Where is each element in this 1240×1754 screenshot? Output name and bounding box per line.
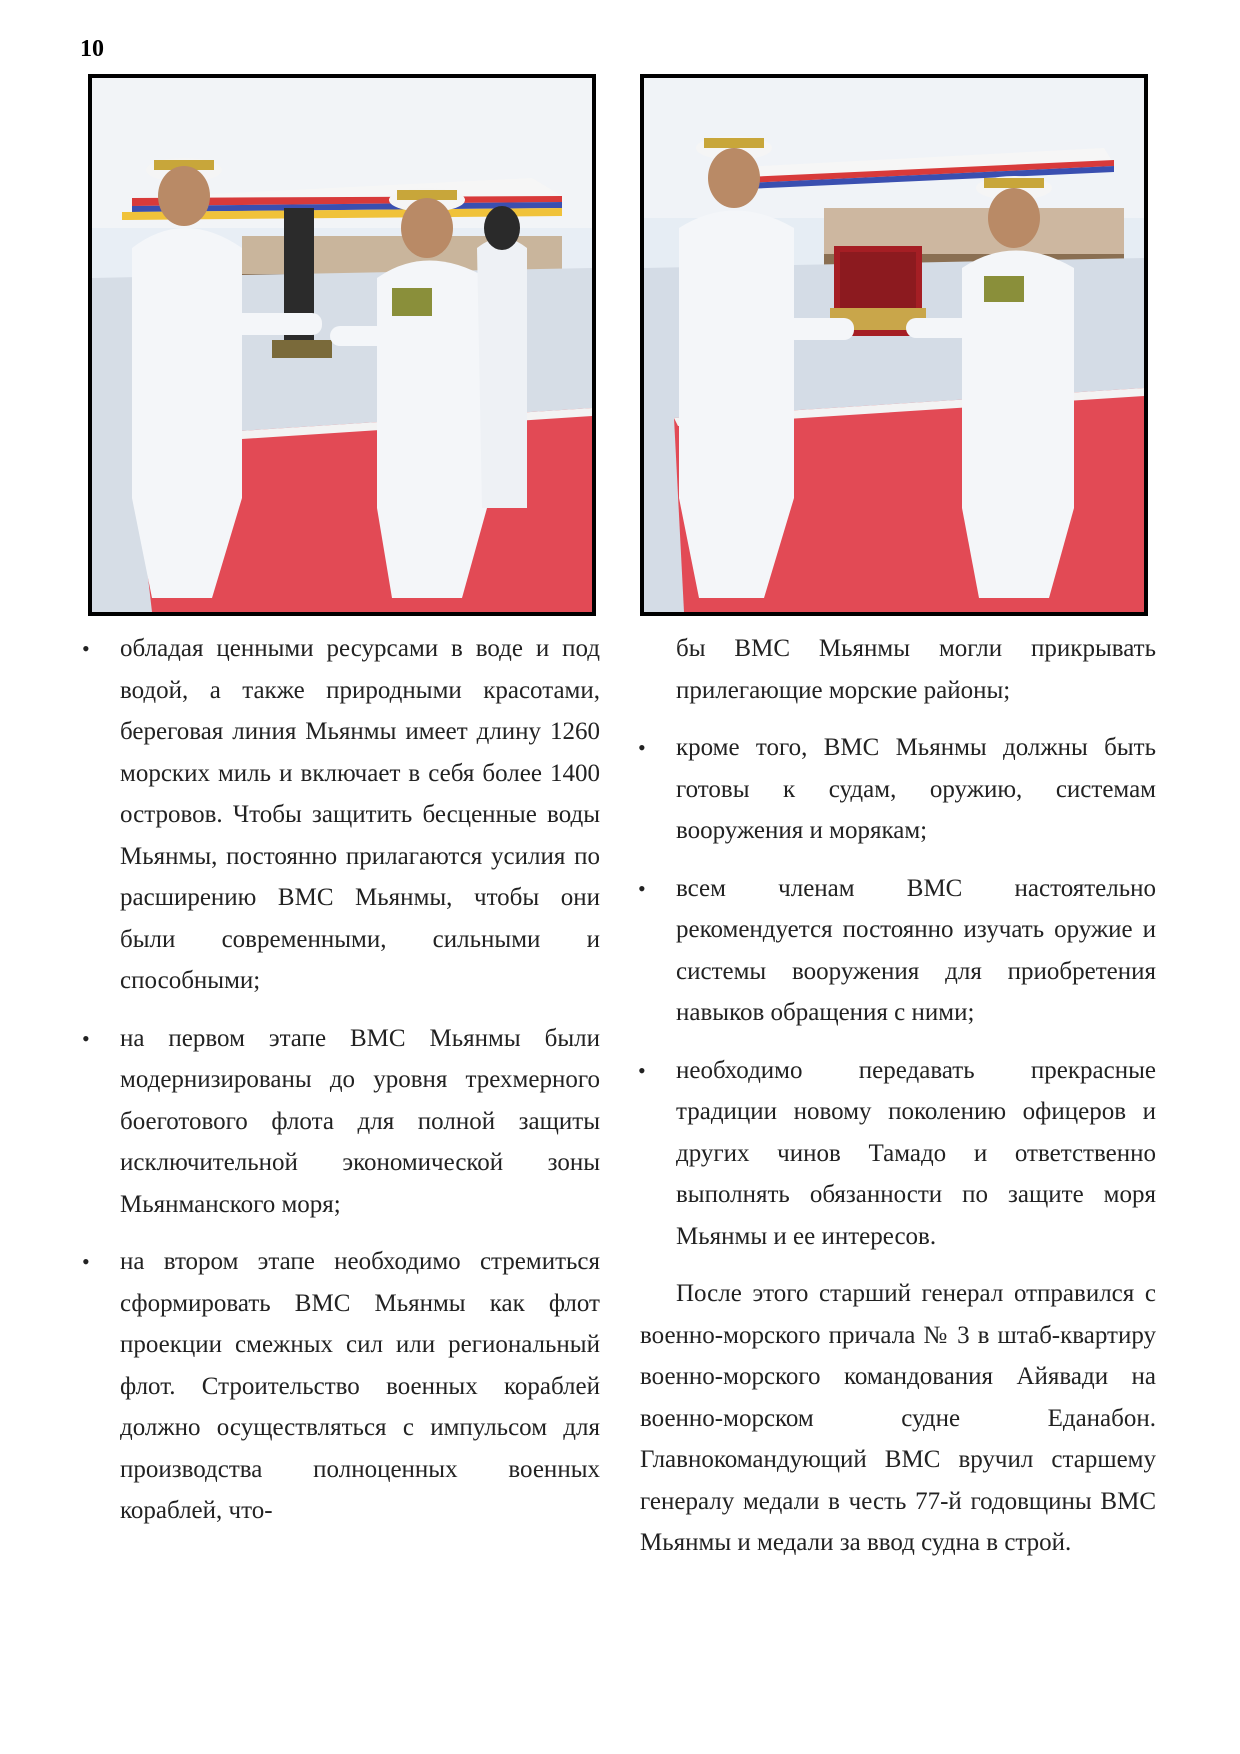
- body-paragraph: После этого старший генерал отправился с военно-морского причала № 3 в штаб-квартиру военно-морского командования Айявади на военно-морском судне Еданабон. Главнокомандующий ВМС вручил старшему генералу медали в честь 77-й годовщины ВМС Мьянмы и медали за ввод судна в строй.: [640, 1280, 1156, 1556]
- list-item: • необходимо передавать прекрасные традиции новому поколению офицеров и других чинов Тамадо и ответственно выполнять обязанности по защите моря Мьянмы и ее интересов.: [676, 1050, 1156, 1258]
- left-column: [120, 628, 600, 1548]
- photo-award-presentation-1: [88, 74, 596, 616]
- list-item: • кроме того, ВМС Мьянмы должны быть готовы к судам, оружию, системам вооружения и морякам;: [676, 727, 1156, 852]
- list-item: • на первом этапе ВМС Мьянмы были модернизированы до уровня трехмерного боеготового флота для полной защиты исключительной экономической зоны Мьянманского моря;: [120, 1018, 600, 1226]
- right-bullet-list: [676, 628, 1156, 1257]
- list-item: • обладая ценными ресурсами в воде и под водой, а также природными красотами, береговая линия Мьянмы имеет длину 1260 морских миль и включает в себя более 1400 островов. Чтобы защитить бесценные воды Мьянмы, постоянно прилагаются усилия по расширению ВМС Мьянмы, чтобы они были современными, сильными и способными;: [120, 628, 600, 1002]
- left-bullet-list: [120, 628, 600, 1532]
- right-column: [640, 628, 1156, 1564]
- list-item: • всем членам ВМС настоятельно рекомендуется постоянно изучать оружие и системы вооружения для приобретения навыков обращения с ними;: [676, 868, 1156, 1034]
- list-item-continuation: бы ВМС Мьянмы могли прикрывать прилегающие морские районы;: [676, 635, 1156, 704]
- list-item: • на втором этапе необходимо стремиться сформировать ВМС Мьянмы как флот проекции смежных сил или региональный флот. Строительство военных кораблей должно осуществляться с импульсом для производства полноценных военных кораблей, что-: [120, 1241, 600, 1532]
- photo-award-presentation-2: [640, 74, 1148, 616]
- page-number: 10: [80, 36, 104, 62]
